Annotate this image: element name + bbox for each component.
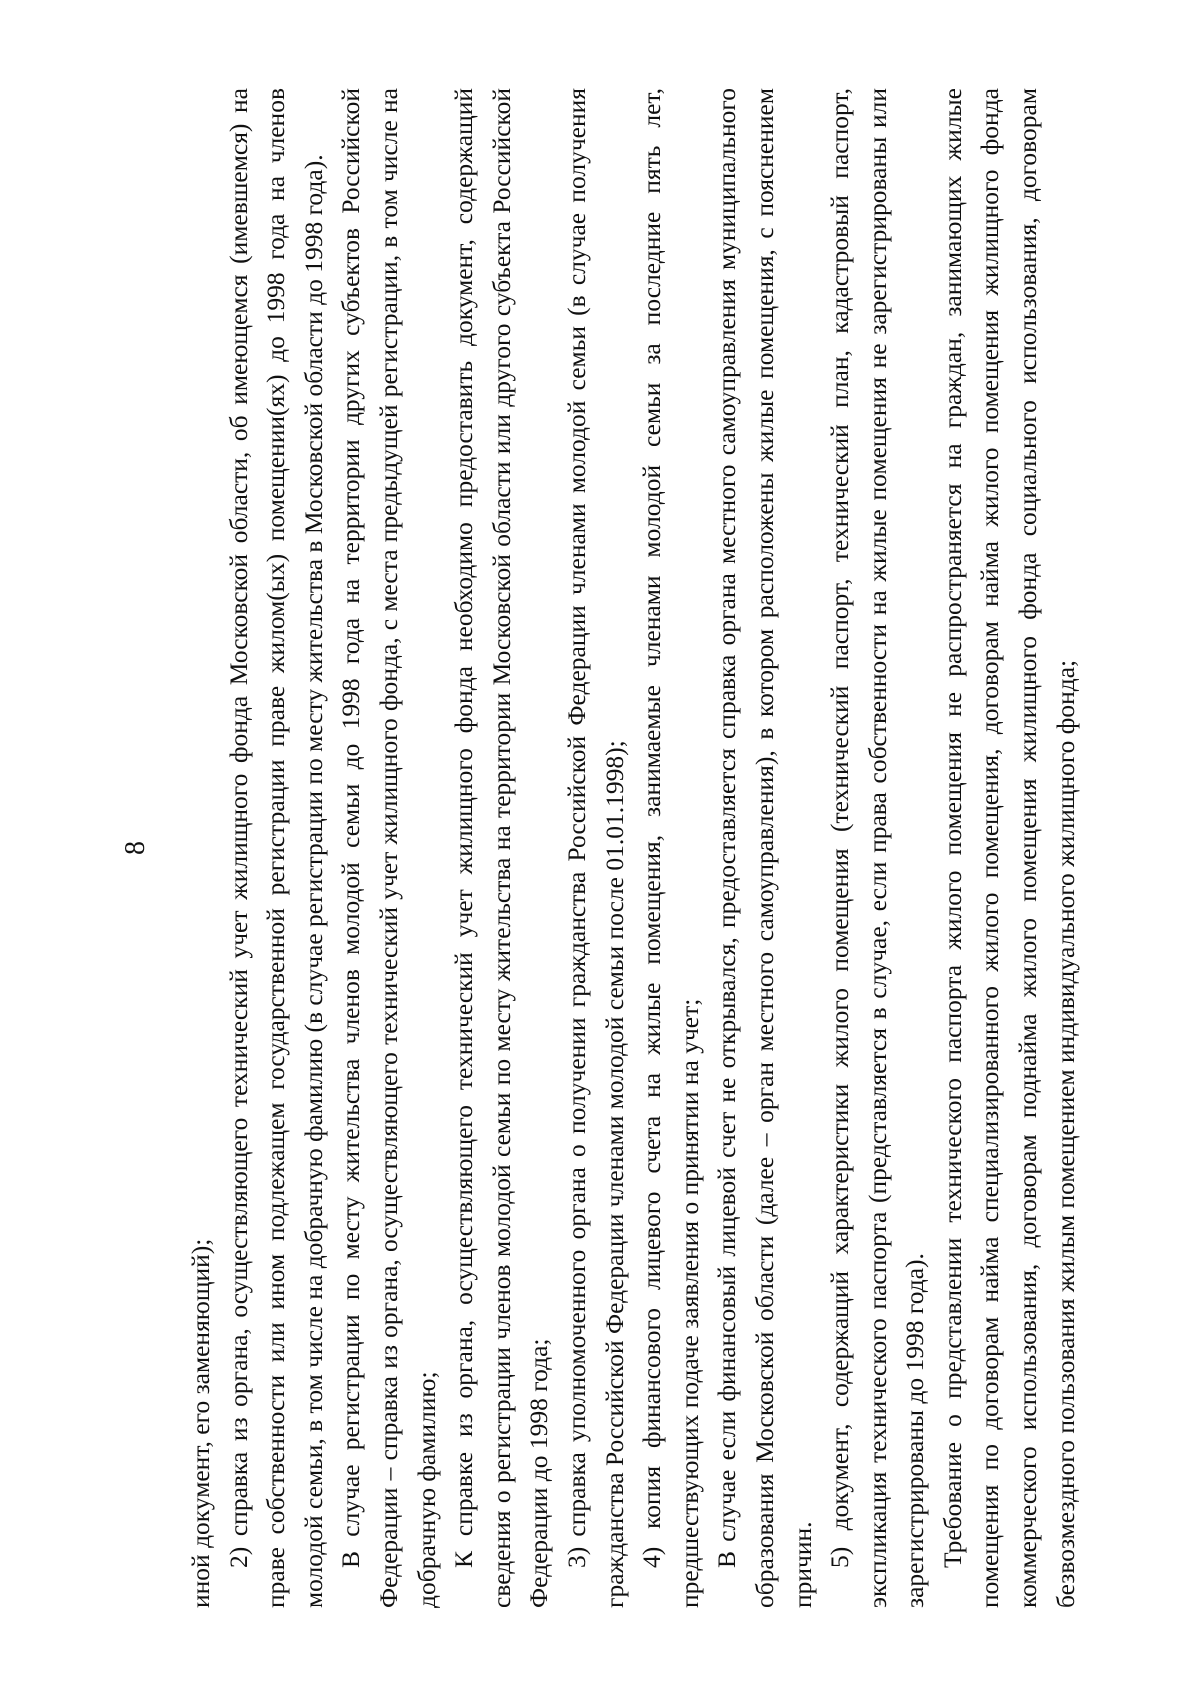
rotated-text-block xyxy=(120,78,1080,1618)
paragraph-8: 5) документ, содержащий характеристики жилого помещения (технический паспорт, технический план, кадастровый паспорт, экспликация технического паспорта (представляется в случае, если права собственности на жилые помещения не зарегистрированы или зарегистрированы до 1998 года). xyxy=(825,88,930,1608)
body-text xyxy=(182,88,1084,1608)
paragraph-9: Требование о представлении технического паспорта жилого помещения не распространяется на граждан, занимающих жилые помещения по договорам найма специализированного жилого помещения, договорам найма жилого помещения жилищного фонда коммерческого использования, договорам поднайма жилого помещения жилищного фонда социального использования, договорам безвозмездного пользования жилым помещением индивидуального жилищного фонда; xyxy=(937,88,1080,1608)
page-number: 8 xyxy=(120,841,151,855)
paragraph-2: 2) справка из органа, осуществляющего технический учет жилищного фонда Московской области, об имеющемся (имевшемся) на праве собственности или ином подлежащем государственной регистрации праве жилом(ых) помещении(ях) до 1998 года на членов молодой семьи, в том числе на добрачную фамилию (в случае регистрации по месту жительства в Московской области до 1998 года). xyxy=(223,88,328,1608)
paragraph-3: В случае регистрации по месту жительства членов молодой семьи до 1998 года на территории других субъектов Российской Федерации – справка из органа, осуществляющего технический учет жилищного фонда, с места предыдущей регистрации, в том числе на добрачную фамилию; xyxy=(336,88,441,1608)
paragraph-1: иной документ, его заменяющий); xyxy=(186,1238,215,1608)
paragraph-6: 4) копия финансового лицевого счета на жилые помещения, занимаемые членами молодой семьи за последние пять лет, предшествующих подаче заявления о принятии на учет; xyxy=(637,88,704,1608)
paragraph-5: 3) справка уполномоченного органа о получении гражданства Российской Федерации членами молодой семьи (в случае получения гражданства Российской Федерации членами молодой семьи после 01.01.1998); xyxy=(561,88,629,1608)
paragraph-7: В случае если финансовый лицевой счет не открывался, предоставляется справка органа местного самоуправления муниципального образования Московской области (далее – орган местного самоуправления), в котором расположены жилые помещения, с пояснением причин. xyxy=(712,88,817,1608)
paragraph-4: К справке из органа, осуществляющего технический учет жилищного фонда необходимо предоставить документ, содержащий сведения о регистрации членов молодой семьи по месту жительства на территории Московской области или другого субъекта Российской Федерации до 1998 года; xyxy=(449,88,554,1608)
